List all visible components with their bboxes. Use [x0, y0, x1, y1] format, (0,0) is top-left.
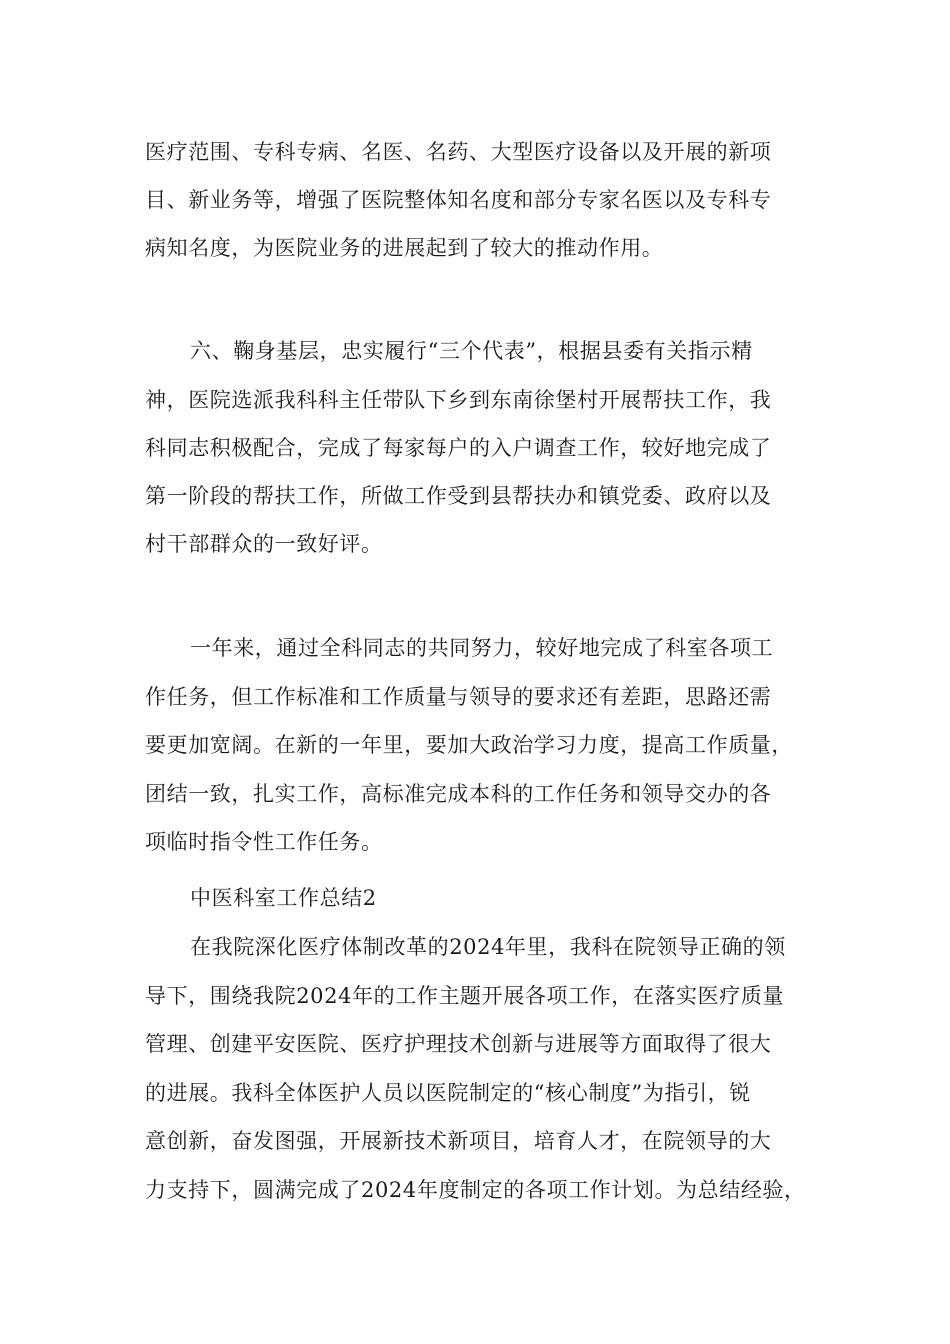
text-line: 作任务，但工作标准和工作质量与领导的要求还有差距，思路还需	[145, 685, 772, 709]
text-line: 村干部群众的一致好评。	[145, 532, 383, 556]
text-line: 意创新，奋发图强，开展新技术新项目，培育人才，在院领导的大	[145, 1129, 772, 1153]
text-line: 导下，围绕我院2024年的工作主题开展各项工作，在落实医疗质量	[145, 984, 785, 1008]
text-line: 要更加宽阔。在新的一年里，要加大政治学习力度，提高工作质量，	[145, 733, 793, 757]
text-line: 病知名度，为医院业务的进展起到了较大的推动作用。	[145, 236, 664, 260]
text-line: 目、新业务等，增强了医院整体知名度和部分专家名医以及专科专	[145, 188, 772, 212]
text-line: 医疗范围、专科专病、名医、名药、大型医疗设备以及开展的新项	[145, 140, 772, 164]
text-line: 第一阶段的帮扶工作，所做工作受到县帮扶办和镇党委、政府以及	[145, 484, 772, 508]
text-line: 六、鞠身基层，忠实履行“三个代表”，根据县委有关指示精	[190, 339, 753, 363]
text-line: 的进展。我科全体医护人员以医院制定的“核心制度”为指引，锐	[145, 1081, 751, 1105]
text-line: 科同志积极配合，完成了每家每户的入户调查工作，较好地完成了	[145, 436, 772, 460]
text-line: 管理、创建平安医院、医疗护理技术创新与进展等方面取得了很大	[145, 1032, 772, 1056]
text-line: 在我院深化医疗体制改革的2024年里，我科在院领导正确的领	[190, 935, 786, 959]
text-line: 团结一致，扎实工作，高标准完成本科的工作任务和领导交办的各	[145, 782, 772, 806]
section-heading: 中医科室工作总结2	[190, 886, 377, 910]
text-line: 神，医院选派我科科主任带队下乡到东南徐堡村开展帮扶工作，我	[145, 388, 772, 412]
text-line: 力支持下，圆满完成了2024年度制定的各项工作计划。为总结经验，	[145, 1178, 806, 1202]
text-line: 项临时指令性工作任务。	[145, 830, 383, 854]
text-line: 一年来，通过全科同志的共同努力，较好地完成了科室各项工	[190, 636, 774, 660]
